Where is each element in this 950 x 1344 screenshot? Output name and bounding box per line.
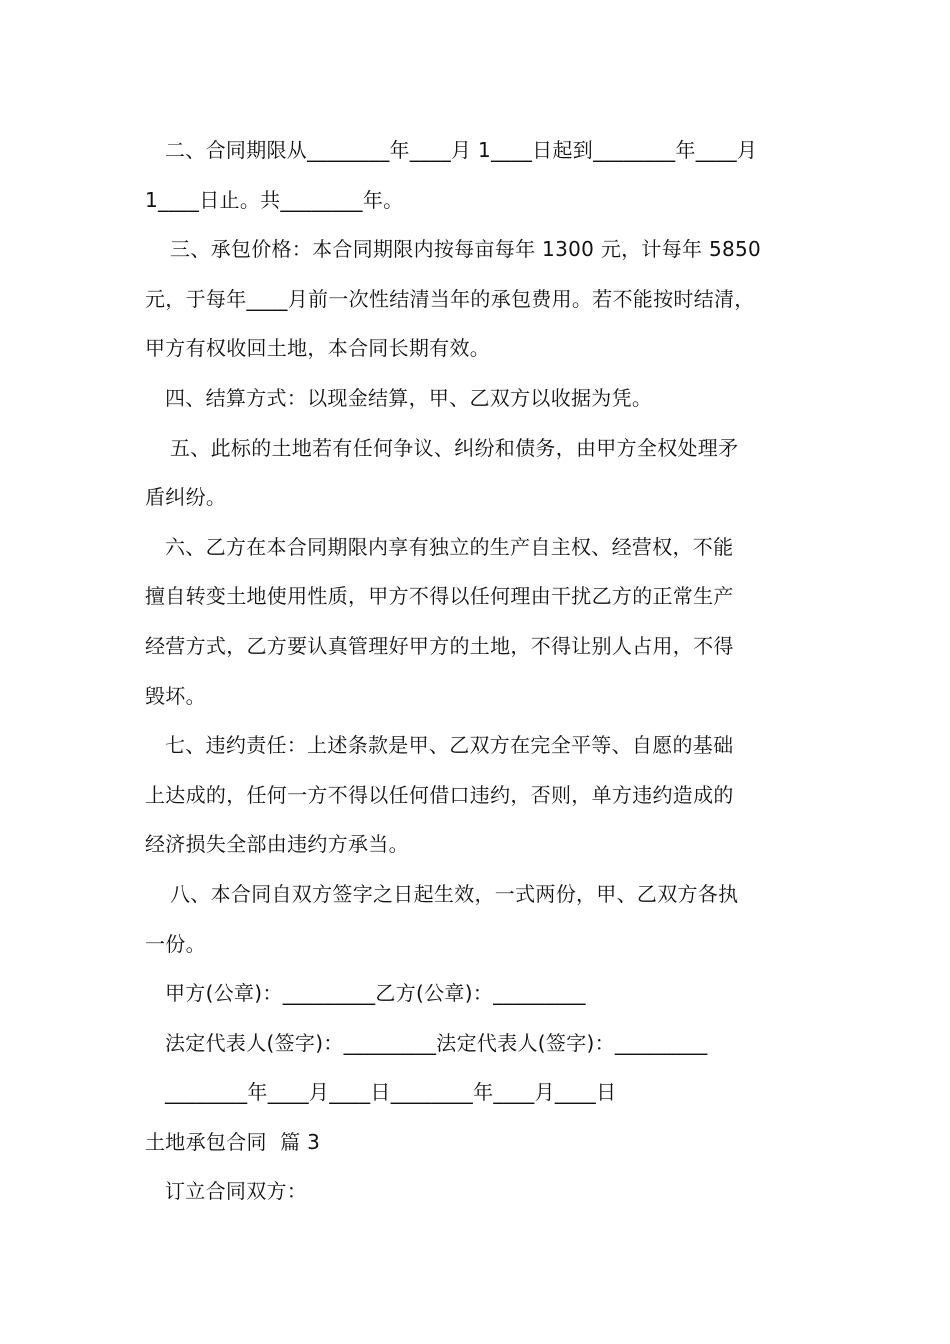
clause-7-liability-line-2: 上达成的，任何一方不得以任何借口违约，否则，单方违约造成的 xyxy=(145,782,734,807)
clause-7-liability-line-1: 七、违约责任：上述条款是甲、乙双方在完全平等、自愿的基础 xyxy=(165,733,734,758)
clause-5-disputes-line-1: 五、此标的土地若有任何争议、纠纷和债务，由甲方全权处理矛 xyxy=(170,435,739,460)
clause-7-liability-line-3: 经济损失全部由违约方承当。 xyxy=(145,832,409,857)
section-heading: 土地承包合同 篇 3 xyxy=(145,1129,321,1154)
clause-4-settlement: 四、结算方式：以现金结算，甲、乙双方以收据为凭。 xyxy=(165,385,653,410)
clause-6-rights-line-3: 经营方式，乙方要认真管理好甲方的土地，不得让别人占用，不得 xyxy=(145,633,734,658)
parties-intro: 订立合同双方： xyxy=(165,1179,308,1204)
clause-2-term-line-2: 1____日止。共________年。 xyxy=(145,187,404,212)
clause-5-disputes-line-2: 盾纠纷。 xyxy=(145,485,227,510)
clause-3-price-line-1: 三、承包价格：本合同期限内按每亩每年 1300 元，计每年 5850 xyxy=(170,237,762,262)
signature-representative-line: 法定代表人(签字)：_________法定代表人(签字)：_________ xyxy=(165,1030,708,1055)
clause-2-term-line-1: 二、合同期限从________年____月 1____日起到________年____月 xyxy=(165,138,758,162)
signature-seal-line: 甲方(公章)：_________乙方(公章)：_________ xyxy=(165,981,586,1006)
clause-6-rights-line-1: 六、乙方在本合同期限内享有独立的生产自主权、经营权，不能 xyxy=(165,534,734,559)
clause-8-effect-line-2: 一份。 xyxy=(145,931,206,956)
clause-8-effect-line-1: 八、本合同自双方签字之日起生效，一式两份，甲、乙双方各执 xyxy=(170,881,739,906)
clause-3-price-line-3: 甲方有权收回土地，本合同长期有效。 xyxy=(145,336,491,361)
signature-date-line: ________年____月____日________年____月____日 xyxy=(165,1080,617,1105)
clause-6-rights-line-2: 擅自转变土地使用性质，甲方不得以任何理由干扰乙方的正常生产 xyxy=(145,584,734,609)
clause-6-rights-line-4: 毁坏。 xyxy=(145,683,206,708)
contract-body xyxy=(145,126,817,1217)
clause-3-price-line-2: 元，于每年____月前一次性结清当年的承包费用。若不能按时结清， xyxy=(145,286,755,311)
